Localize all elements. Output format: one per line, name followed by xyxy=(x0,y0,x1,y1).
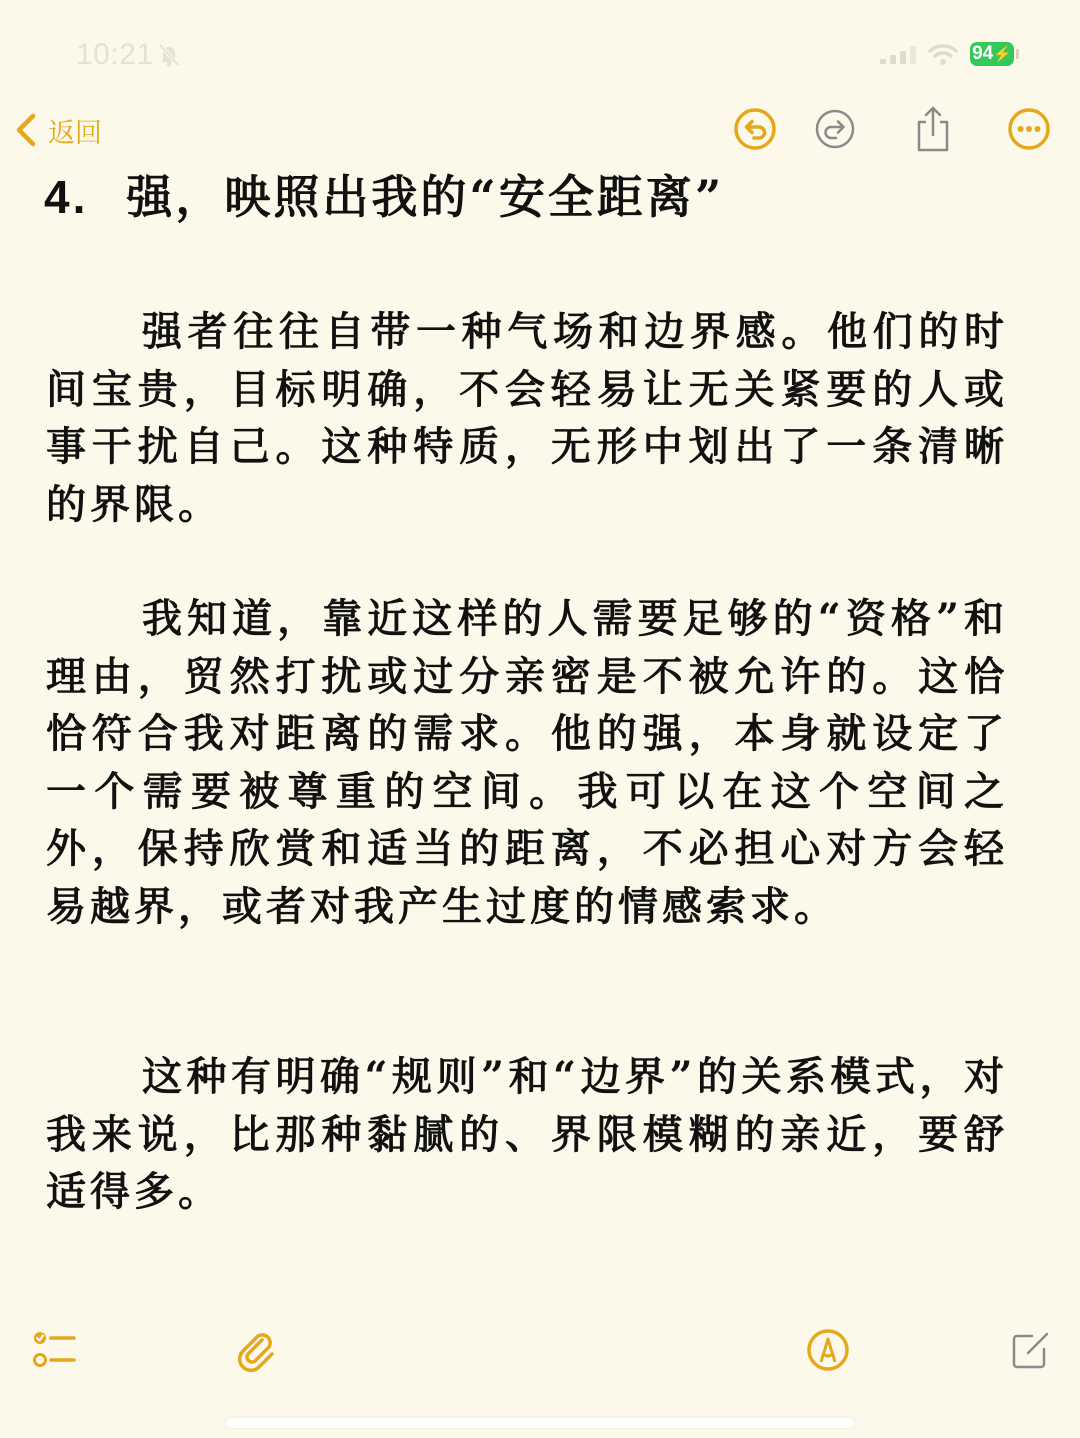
compose-icon xyxy=(1006,1326,1054,1374)
note-title-number: 4. xyxy=(44,171,89,223)
battery-tip xyxy=(1016,49,1019,59)
note-paragraph-1[interactable]: 强者往往自带一种气场和边界感。他们的时间宝贵，目标明确，不会轻易让无关紧要的人或事干扰自己。这种特质，无形中划出了一条清晰的界限。 xyxy=(46,308,1008,528)
attachment-button[interactable] xyxy=(232,1326,280,1374)
undo-icon xyxy=(732,106,778,152)
status-bar xyxy=(0,0,1080,104)
more-icon xyxy=(1006,106,1052,152)
back-button[interactable] xyxy=(14,110,102,150)
note-paragraph-2[interactable]: 我知道，靠近这样的人需要足够的“资格”和理由，贸然打扰或过分亲密是不被允许的。这恰恰符合我对距离的需求。他的强，本身就设定了一个需要被尊重的空间。我可以在这个空间之外，保持欣赏和适当的距离，不必担心对方会轻易越界，或者对我产生过度的情感索求。 xyxy=(46,595,1008,930)
markup-button[interactable] xyxy=(804,1326,852,1374)
cellular-signal-icon xyxy=(880,46,916,64)
back-label: 返回 xyxy=(48,117,102,148)
battery-level: 94 xyxy=(972,43,994,64)
paperclip-icon xyxy=(232,1326,280,1374)
redo-button[interactable] xyxy=(812,106,858,152)
more-button[interactable] xyxy=(1006,106,1052,152)
redo-icon xyxy=(812,106,858,152)
home-indicator[interactable] xyxy=(226,1418,854,1428)
checklist-icon xyxy=(30,1326,78,1374)
status-time: 10:21 xyxy=(76,38,154,71)
note-title-text: 强，映照出我的“安全距离” xyxy=(126,170,725,224)
share-icon xyxy=(910,104,956,154)
markup-pen-icon xyxy=(804,1326,852,1374)
bell-slash-icon xyxy=(156,42,182,68)
wifi-icon xyxy=(928,42,958,66)
undo-button[interactable] xyxy=(732,106,778,152)
checklist-button[interactable] xyxy=(30,1326,78,1374)
share-button[interactable] xyxy=(910,104,956,150)
compose-button[interactable] xyxy=(1006,1326,1054,1374)
note-paragraph-3[interactable]: 这种有明确“规则”和“边界”的关系模式，对我来说，比那种黏腻的、界限模糊的亲近，要舒适得多。 xyxy=(46,1053,1008,1215)
note-title[interactable] xyxy=(44,160,724,234)
battery-charging-icon: 94⚡ xyxy=(970,42,1014,66)
chevron-left-icon xyxy=(14,112,38,148)
